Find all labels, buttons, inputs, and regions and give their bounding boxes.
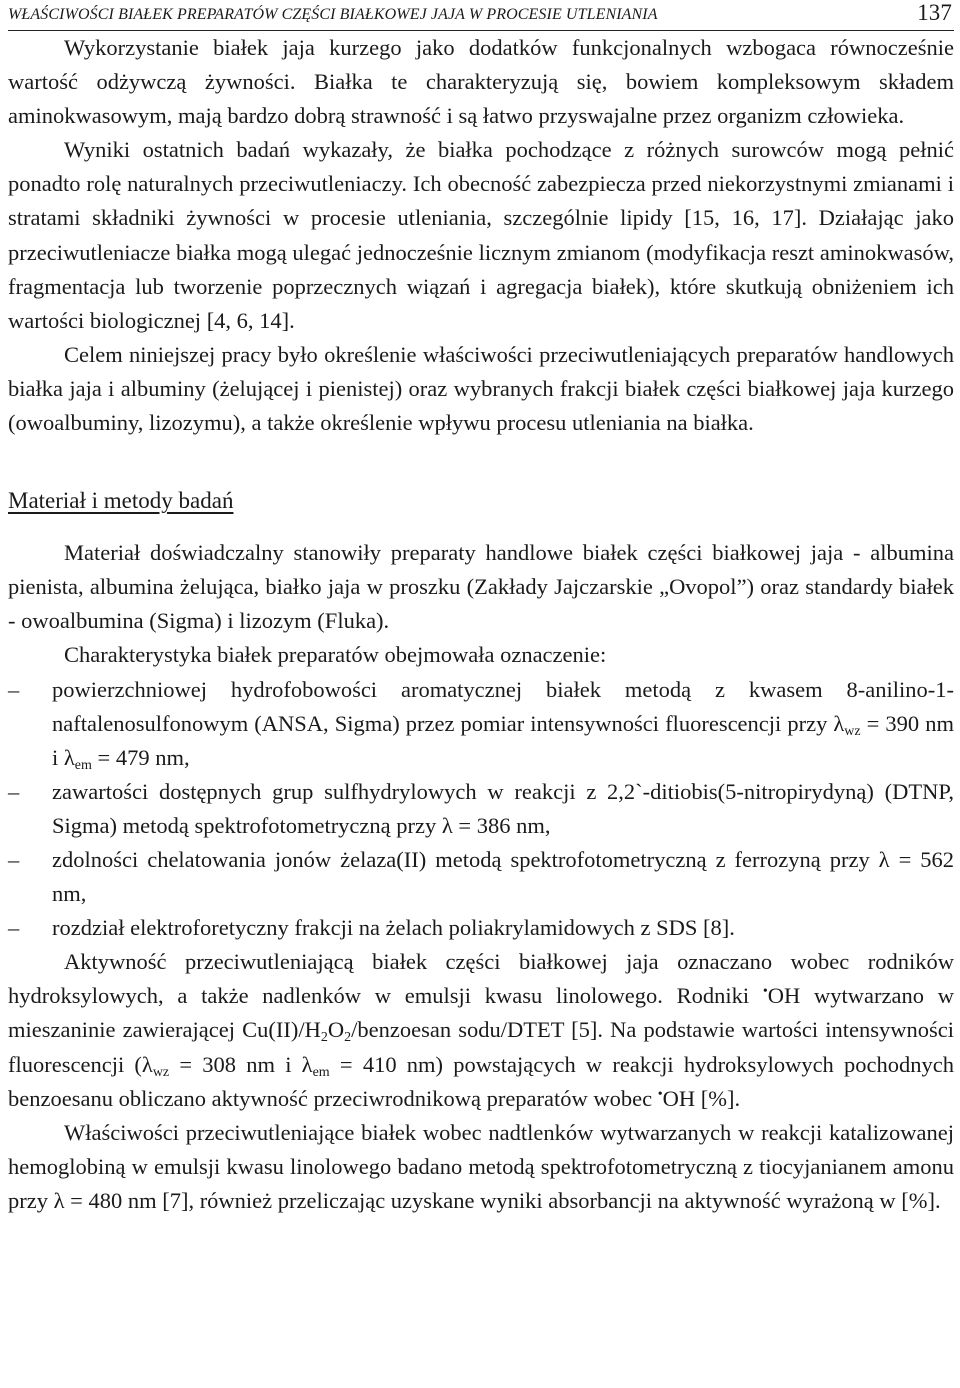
list-item-text: zdolności chelatowania jonów żelaza(II) metodą spektrofotometryczną z ferrozyną przy λ = 562 nm, xyxy=(52,846,954,907)
list-item xyxy=(8,843,954,911)
methods-list xyxy=(8,673,954,946)
list-item-text: powierzchniowej hydrofobowości aromatycznej białek metodą z kwasem 8-anilino-1-naftalenosulfonowym (ANSA, Sigma) przez pomiar intensywności fluorescencji przy $\lambda_{wz} = 390$ nm i $\lambda_{em} = 479$ nm, xyxy=(52,676,954,773)
paragraph-aim: Celem niniejszej pracy było określenie właściwości przeciwutleniających preparatów handlowych białka jaja i albuminy (żelującej i pienistej) oraz wybranych frakcji białek części białkowej jaja kurzego (owoalbuminy, lizozymu), a także określenie wpływu procesu utleniania na białka. xyxy=(8,341,954,436)
paragraph-characteristics: Charakterystyka białek preparatów obejmowała oznaczenie: xyxy=(64,642,607,668)
list-item xyxy=(8,673,954,775)
page-number: 137 xyxy=(917,0,952,25)
list-dash: – xyxy=(8,915,20,941)
list-dash: – xyxy=(8,846,20,872)
running-header-title: WŁAŚCIWOŚCI BIAŁEK PREPARATÓW CZĘŚCI BIAŁKOWEJ JAJA W PROCESIE UTLENIANIA xyxy=(8,6,658,23)
list-item-text: rozdział elektroforetyczny frakcji na żelach poliakrylamidowych z SDS [8]. xyxy=(52,915,735,941)
paragraph-antioxidant-results: Wyniki ostatnich badań wykazały, że białka pochodzące z różnych surowców mogą pełnić ponadto rolę naturalnych przeciwutleniaczy. Ich obecność zabezpiecza przed niekorzystnymi zmianami i stratami składniki żywności w procesie utleniania, szczególnie lipidy [15, 16, 17]. Działając jako przeciwutleniacze białka mogą ulegać jednocześnie licznym zmianom (modyfikacja reszt aminokwasów, fragmentacja lub tworzenie poprzecznych wiązań i agregacja białek), które skutkują obniżeniem ich wartości biologicznej [4, 6, 14]. xyxy=(8,137,954,333)
list-dash: – xyxy=(8,778,20,804)
article-body xyxy=(8,31,954,1218)
list-item xyxy=(8,775,954,843)
list-item xyxy=(8,911,954,945)
section-heading: Materiał i metody badań xyxy=(8,488,234,514)
running-header xyxy=(8,0,954,31)
paragraph-peroxides: Właściwości przeciwutleniające białek wobec nadtlenków wytwarzanych w reakcji katalizowanej hemoglobiną w emulsji kwasu linolowego badano metodą spektrofotometryczną z tiocyjanianem amonu przy λ = 480 nm [7], również przeliczając uzyskane wyniki absorbancji na aktywność wyrażoną w [%]. xyxy=(8,1119,954,1213)
list-dash: – xyxy=(8,676,20,702)
list-item-text: zawartości dostępnych grup sulfhydrylowych w reakcji z 2,2`-ditiobis(5-nitropirydyną) (DTNP, Sigma) metodą spektrofotometryczną przy λ = 386 nm, xyxy=(52,778,954,838)
paragraph-intro: Wykorzystanie białek jaja kurzego jako dodatków funkcjonalnych wzbogaca równocześnie wartość odżywczą żywności. Białka te charakteryzują się, bowiem kompleksowym składem aminokwasowym, mają bardzo dobrą strawność i są łatwo przyswajalne przez organizm człowieka. xyxy=(8,35,954,129)
paragraph-antioxidant-activity: Aktywność przeciwutleniającą białek części białkowej jaja oznaczano wobec rodników hydroksylowych, a także nadlenków w emulsji kwasu linolowego. Rodniki •OH wytwarzano w mieszaninie zawierającej $Cu(II)/H_2O_2$/benzoesan sodu/DTET [5]. Na podstawie wartości intensywności fluorescencji ($\lambda_{wz} = 308$ nm i $\lambda_{em} = 410$ nm) powstających w reakcji hydroksylowych pochodnych benzoesanu obliczano aktywność przeciwrodnikową preparatów wobec •OH [%]. xyxy=(8,949,954,1111)
paragraph-material: Materiał doświadczalny stanowiły preparaty handlowe białek części białkowej jaja - albumina pienista, albumina żelująca, białko jaja w proszku (Zakłady Jajczarskie „Ovopol”) oraz standardy białek - owoalbumina (Sigma) i lizozym (Fluka). xyxy=(8,540,954,634)
document-page xyxy=(8,0,954,1218)
